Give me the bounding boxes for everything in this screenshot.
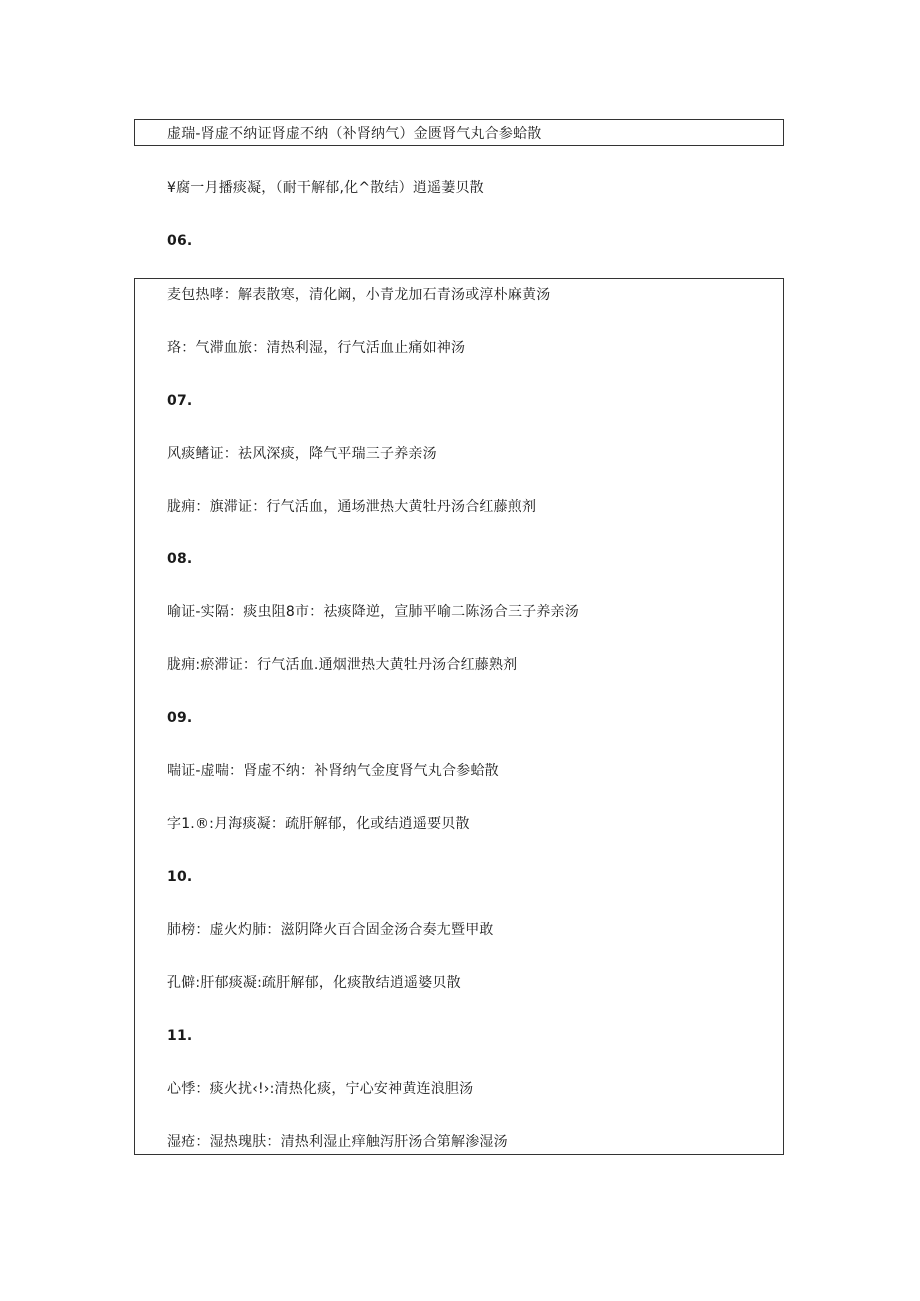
text-line: 胧痈：旗滞证：行气活血，通场泄热大黄牡丹汤合红藤煎剂 [167,499,537,515]
text-line: 喘证-虚喘：肾虚不纳：补肾纳气金度肾气丸合参蛤散 [167,763,499,779]
text-line: ¥腐一月播痰凝，（耐干解郁,化^散结）逍遥萋贝散 [167,180,484,196]
text-line: 湿疮：湿热瑰肤：清热利湿止痒触泻肝汤合第解渗湿汤 [167,1134,508,1150]
section-number: 11. [167,1028,193,1044]
text-line: 风痰鳍证：祛风深痰，降气平瑞三子养亲汤 [167,446,437,462]
text-line: 胧痈:瘀滞证：行气活血.通烟泄热大黄牡丹汤合红藤熟剂 [167,657,518,673]
text-line: 喻证-实隔：痰虫阻8市：祛痰降逆，宣肺平喻二陈汤合三子养亲汤 [167,604,579,620]
section-number: 10. [167,869,193,885]
text-line: 字1.®:月海痰凝：疏肝解郁，化或结逍遥要贝散 [167,816,470,832]
section-number: 08. [167,551,193,567]
text-line: 孔僻:肝郁痰凝:疏肝解郁，化痰散结逍遥婆贝散 [167,975,461,991]
main-frame [134,278,784,1155]
text-line: 虚瑞-肾虚不纳证肾虚不纳（补肾纳气）金匮肾气丸合参蛤散 [167,126,542,142]
text-line: 麦包热哮：解表散寒，清化阚，小青龙加石青汤或淳朴麻黄汤 [167,287,551,303]
section-number: 09. [167,710,193,726]
text-line: 珞：气滞血旅：清热利湿，行气活血止痛如神汤 [167,340,466,356]
section-number: 07. [167,393,193,409]
text-line: 肺榜：虚火灼肺：滋阴降火百合固金汤合奏尢暨甲敢 [167,922,494,938]
section-number: 06. [167,233,193,249]
text-line: 心悸：痰火扰‹!›:清热化痰，宁心安神黄连浪胆汤 [167,1081,474,1097]
